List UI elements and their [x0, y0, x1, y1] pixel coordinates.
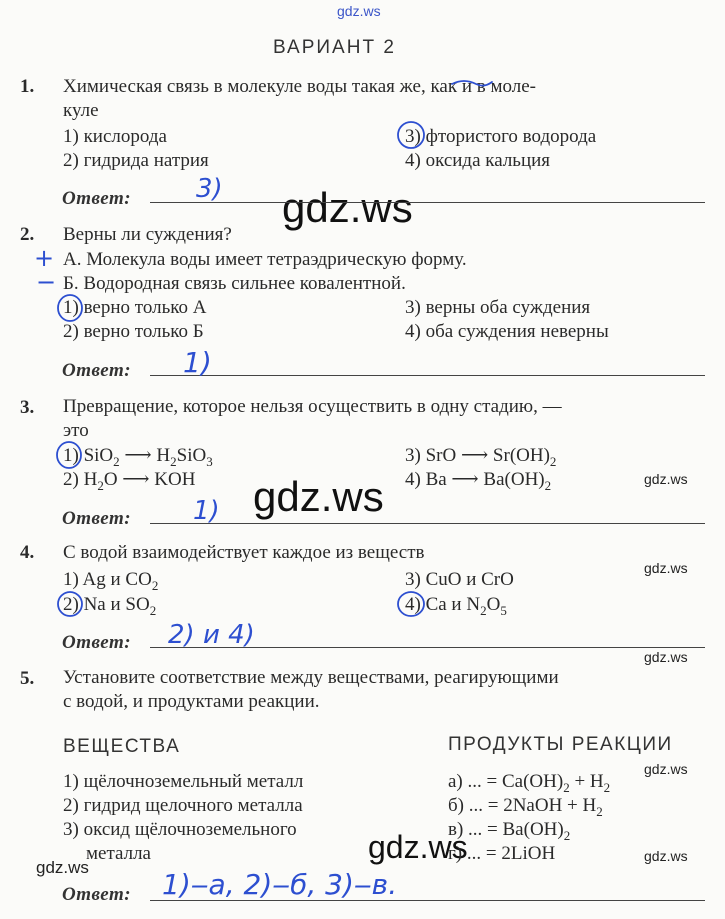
- option: 4) оба суждения неверны: [405, 321, 609, 342]
- question-number: 2.: [20, 224, 35, 245]
- question-number: 4.: [20, 542, 35, 563]
- handwritten-mark: −: [36, 268, 57, 296]
- question-number: 5.: [20, 668, 35, 689]
- option: 2) Na и $SO_2$: [63, 594, 157, 618]
- option: 3) CuO и CrO: [405, 569, 514, 590]
- watermark-small: gdz.ws: [644, 761, 688, 777]
- watermark-small: gdz.ws: [644, 848, 688, 864]
- watermark-small: gdz.ws: [644, 471, 688, 487]
- handwritten-answer: 1): [183, 346, 212, 379]
- substance-item: 2) гидрид щелочного металла: [63, 795, 303, 816]
- option: 3) SrO ⟶ $Sr(OH)_2$: [405, 445, 557, 469]
- question-text: Превращение, которое нельзя осуществить в одну стадию, —: [63, 396, 562, 417]
- answer-label: Ответ:: [62, 632, 132, 653]
- statement: А. Молекула воды имеет тетраэдрическую форму.: [63, 249, 467, 270]
- question-text: Верны ли суждения?: [63, 224, 232, 245]
- question-text: это: [63, 420, 89, 441]
- handwritten-mark: +: [34, 244, 55, 272]
- option: 4) Ba ⟶ $Ba(OH)_2$: [405, 469, 552, 493]
- option: 1) SiO$_2$ ⟶ $H_2SiO_3$: [63, 445, 213, 469]
- handwritten-answer: 1): [193, 496, 220, 526]
- product-item: г) ... = 2LiOH: [448, 843, 556, 864]
- option: 1) верно только А: [63, 297, 207, 318]
- substance-item: 3) оксид щёлочноземельного: [63, 819, 297, 840]
- answer-line: [150, 375, 705, 376]
- option: 2) верно только Б: [63, 321, 204, 342]
- option: 1) Ag и $CO_2$: [63, 569, 159, 593]
- watermark-top: gdz.ws: [337, 3, 381, 19]
- question-text: Химическая связь в молекуле воды такая же, как и в моле-: [63, 76, 536, 97]
- option: 1) кислорода: [63, 126, 167, 147]
- answer-label: Ответ:: [62, 884, 132, 905]
- product-item: а) ... = $Ca(OH)_2 + H_2$: [448, 771, 611, 795]
- product-item: в) ... = $Ba(OH)_2$: [448, 819, 571, 843]
- watermark-large: gdz.ws: [282, 184, 413, 231]
- question-number: 1.: [20, 76, 35, 97]
- page-title: ВАРИАНТ 2: [273, 37, 396, 58]
- option: 4) оксида кальция: [405, 150, 551, 171]
- handwritten-answer: 3): [196, 174, 223, 204]
- watermark-large: gdz.ws: [253, 473, 384, 520]
- answer-label: Ответ:: [62, 360, 132, 381]
- option: 3) верны оба суждения: [405, 297, 591, 318]
- question-text: куле: [63, 100, 99, 121]
- watermark-small: gdz.ws: [36, 858, 89, 877]
- substance-item: 1) щёлочноземельный металл: [63, 771, 304, 792]
- option: 4) Ca и $N_2O_5$: [405, 594, 507, 618]
- watermark-small: gdz.ws: [644, 560, 688, 576]
- question-text: Установите соответствие между веществами, реагирующими: [63, 667, 559, 688]
- column-header-products: ПРОДУКТЫ РЕАКЦИИ: [448, 734, 673, 755]
- substance-item: металла: [86, 843, 151, 864]
- answer-label: Ответ:: [62, 508, 132, 529]
- option: 2) $H_2O$ ⟶ KOH: [63, 469, 196, 493]
- option: 2) гидрида натрия: [63, 150, 209, 171]
- product-item: б) ... = 2NaOH + $H_2$: [448, 795, 603, 819]
- option: 3) фтористого водорода: [405, 126, 597, 147]
- handwritten-answer: 2) и 4): [168, 620, 255, 650]
- statement: Б. Водородная связь сильнее ковалентной.: [63, 273, 406, 294]
- column-header-substances: ВЕЩЕСТВА: [63, 736, 181, 757]
- watermark-large: gdz.ws: [368, 829, 468, 865]
- watermark-small: gdz.ws: [644, 649, 688, 665]
- answer-line: [150, 202, 705, 203]
- answer-label: Ответ:: [62, 188, 132, 209]
- question-number: 3.: [20, 397, 35, 418]
- answer-line: [150, 523, 705, 524]
- question-text: с водой, и продуктами реакции.: [63, 691, 320, 712]
- question-text: С водой взаимодействует каждое из веществ: [63, 542, 425, 563]
- handwritten-answer: 1)‒а, 2)‒б, 3)‒в.: [162, 868, 398, 901]
